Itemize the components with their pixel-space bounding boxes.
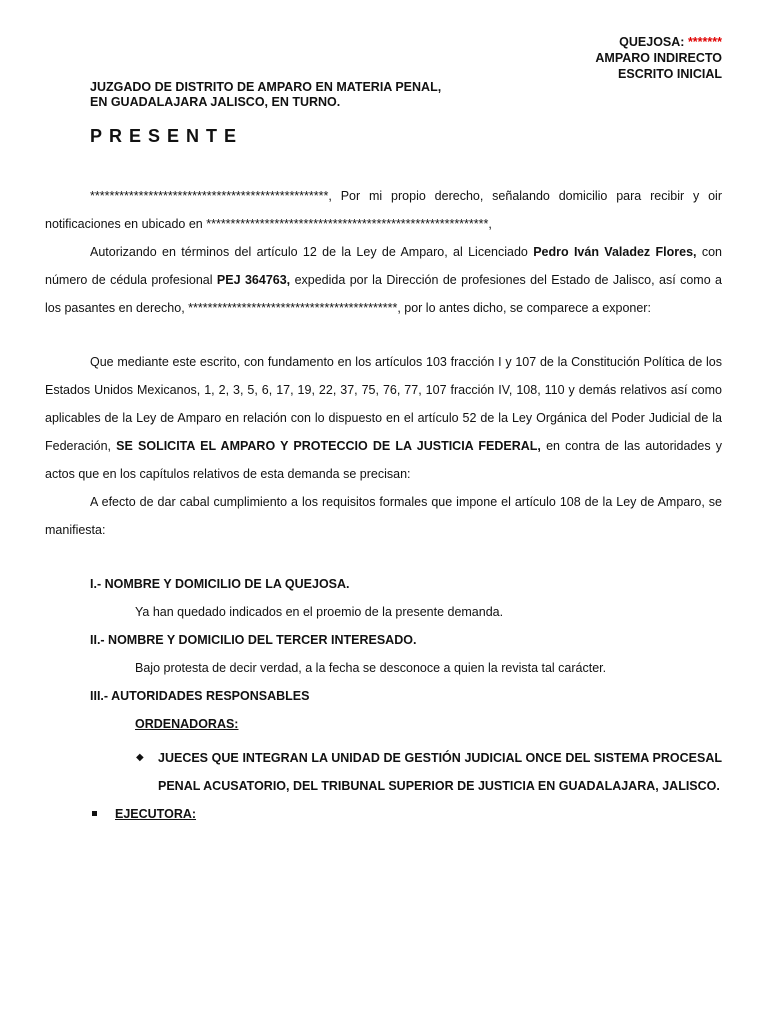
document-type: ESCRITO INICIAL [618,67,722,81]
ejecutora-heading: EJECUTORA: [115,807,197,821]
authority-ordenadora: JUECES QUE INTEGRAN LA UNIDAD DE GESTIÓN JUDICIAL ONCE DEL SISTEMA PROCESAL PENAL ACUSATORIO, DEL TRIBUNAL SUPERIOR DE JUSTICIA EN GUADALAJARA, JALISCO. [158,751,722,793]
section-2-title: II.- NOMBRE Y DOMICILIO DEL TERCER INTERESADO. [90,633,417,647]
paragraph-intro: *************************************************, Por mi propio derecho, señalando domicilio para recibir y oir notificaciones en ubicado en **********************************************************, [45,189,722,231]
document-body [45,182,722,828]
section-1-text: Ya han quedado indicados en el proemio de la presente demanda. [135,605,504,619]
quejosa-line [595,34,722,50]
paragraph-authorization [45,238,722,322]
section-2-text: Bajo protesta de decir verdad, a la fecha se desconoce a quien la revista tal carácter. [135,661,607,675]
list-item [136,744,722,800]
quejosa-value: ******* [687,35,722,49]
section-3-title: III.- AUTORIDADES RESPONSABLES [90,689,310,703]
p2-mid: con número de cédula profesional [45,245,722,287]
cedula-number: PEJ 364763, [216,273,291,287]
amparo-request: SE SOLICITA EL AMPARO Y PROTECCIO DE LA JUSTICIA FEDERAL, [116,439,541,453]
court-line-1: JUZGADO DE DISTRITO DE AMPARO EN MATERIA PENAL, [90,80,442,94]
paragraph-requirements: A efecto de dar cabal cumplimiento a los requisitos formales que impone el artículo 108 de la Ley de Amparo, se manifiesta: [45,495,722,537]
p2-pre: Autorizando en términos del artículo 12 de la Ley de Amparo, al Licenciado [90,245,534,259]
p2-post: expedida por la Dirección de profesiones del Estado de Jalisco, así como a los pasantes en derecho, *******************************************, por lo antes dicho, se comparece a exponer: [45,273,723,315]
amparo-type: AMPARO INDIRECTO [595,51,722,65]
ordenadoras-heading: ORDENADORAS: [135,717,239,731]
section-1-title: I.- NOMBRE Y DOMICILIO DE LA QUEJOSA. [90,577,350,591]
p3-pre: Que mediante este escrito, con fundamento en los artículos 103 fracción I y 107 de la Constitución Política de los Estados Unidos Mexicanos, 1, 2, 3, 5, 6, 17, 19, 22, 37, 75, 76, 77, 107 fracción IV, 108, 110 y demás relativos así como aplicables de la Ley de Amparo en relación con lo dispuesto en el artículo 52 de la Ley Orgánica del Poder Judicial de la Federación, [45,355,722,453]
court-line-2: EN GUADALAJARA JALISCO, EN TURNO. [90,95,341,109]
case-header [595,34,722,82]
presente-heading: PRESENTE [90,126,244,146]
lawyer-name: Pedro Iván Valadez Flores, [533,245,697,259]
quejosa-label: QUEJOSA: [619,35,685,49]
list-item [115,800,722,828]
p3-post: en contra de las autoridades y actos que en los capítulos relativos de esta demanda se precisan: [45,439,722,481]
diamond-bullet-icon: ◆ [136,752,144,763]
square-bullet-icon [92,811,97,816]
court-addressee [90,80,441,110]
paragraph-request [45,348,722,488]
